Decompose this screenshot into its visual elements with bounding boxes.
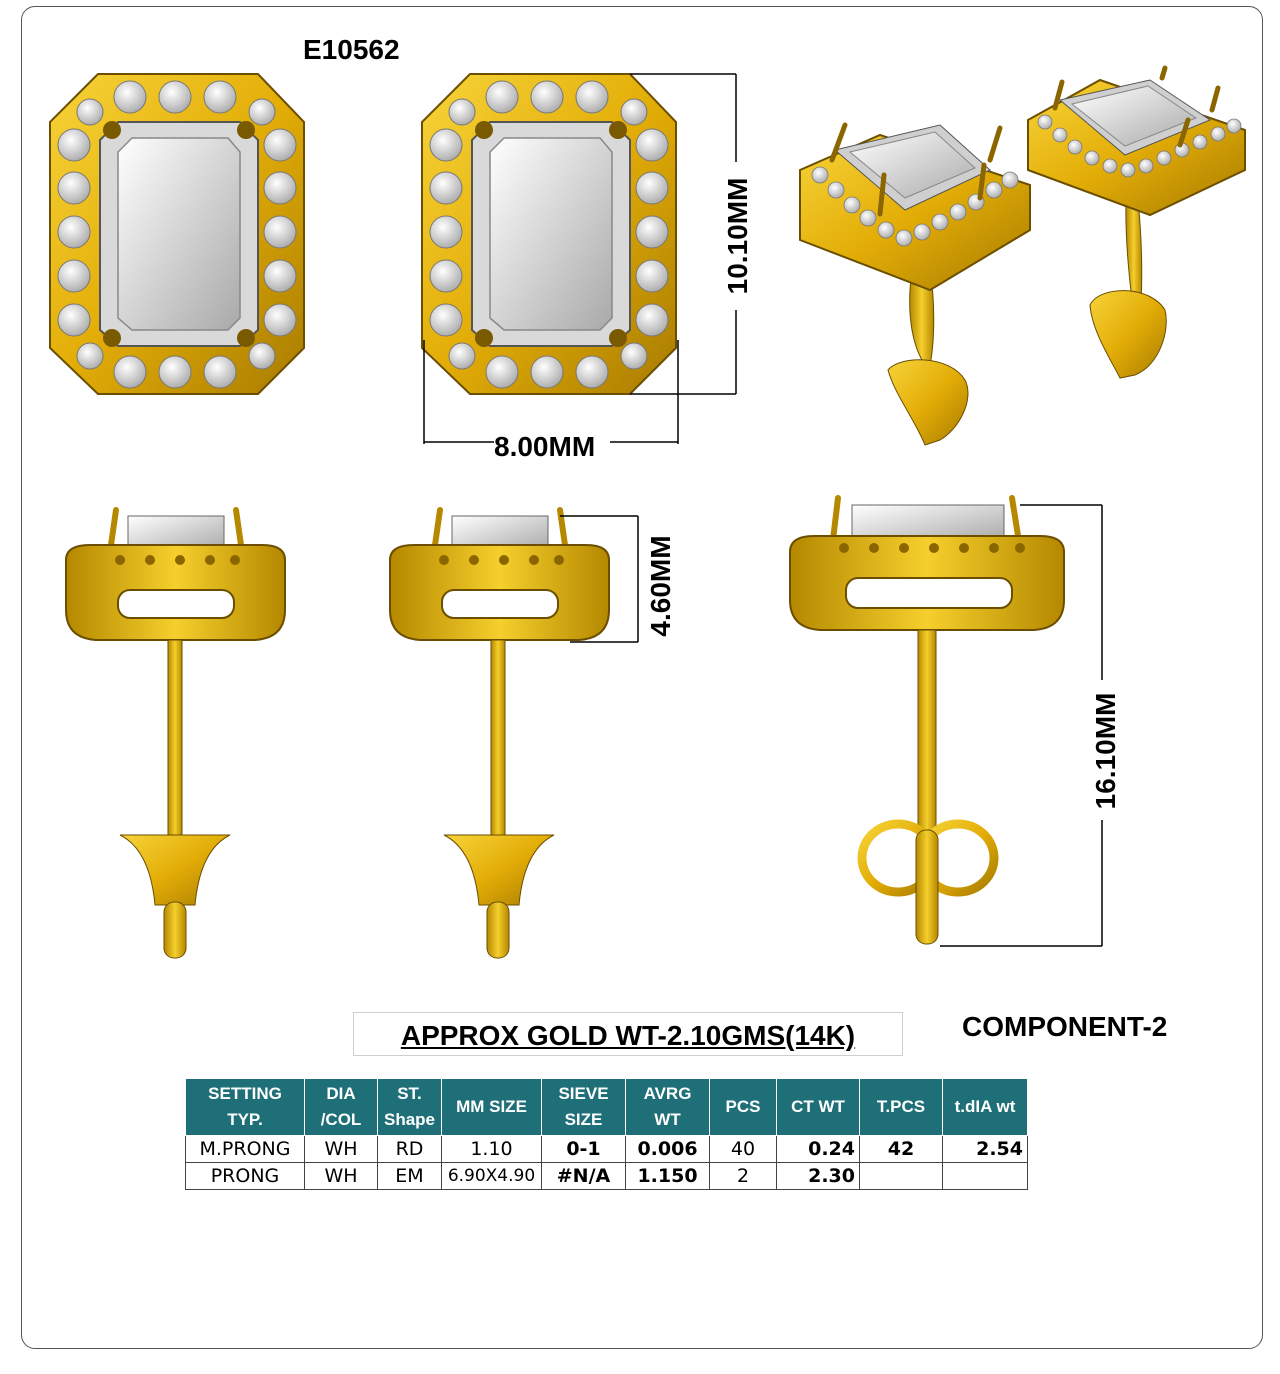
cell-stone-shape: RD [378, 1136, 442, 1163]
table-row [186, 1136, 1028, 1163]
cell-total-dia-wt: 2.54 [943, 1136, 1028, 1163]
cell-pcs: 2 [710, 1163, 777, 1190]
cell-sieve-size: #N/A [542, 1163, 626, 1190]
cell-mm-size: 1.10 [442, 1136, 542, 1163]
table-header-row [186, 1079, 1028, 1136]
header-dia-col: DIA /COL [305, 1079, 378, 1136]
cell-setting-type: M.PRONG [186, 1136, 305, 1163]
header-ct-wt: CT WT [777, 1079, 860, 1136]
header-total-dia-wt: t.dIA wt [943, 1079, 1028, 1136]
component-label: COMPONENT-2 [962, 1011, 1168, 1042]
table-row [186, 1163, 1028, 1190]
cell-t-pcs: 42 [860, 1136, 943, 1163]
cell-ct-wt: 2.30 [777, 1163, 860, 1190]
header-t-pcs: T.PCS [860, 1079, 943, 1136]
header-sieve-size: SIEVE SIZE [542, 1079, 626, 1136]
design-code: E10562 [303, 34, 400, 65]
cell-ct-wt: 0.24 [777, 1136, 860, 1163]
header-mm-size: MM SIZE [442, 1079, 542, 1136]
side-view-1 [66, 510, 285, 958]
cell-stone-shape: EM [378, 1163, 442, 1190]
header-stone-shape: ST. Shape [378, 1079, 442, 1136]
cell-mm-size: 6.90X4.90 [442, 1163, 542, 1190]
cell-t-pcs [860, 1163, 943, 1190]
cell-pcs: 40 [710, 1136, 777, 1163]
gold-weight: APPROX GOLD WT-2.10GMS(14K) [353, 1012, 903, 1056]
dimension-length: 16.10MM [1090, 692, 1121, 810]
front-view-2 [422, 74, 736, 444]
dimension-height: 10.10MM [722, 177, 753, 295]
header-pcs: PCS [710, 1079, 777, 1136]
front-view-1 [50, 74, 304, 394]
cell-setting-type: PRONG [186, 1163, 305, 1190]
side-view-2 [390, 510, 638, 958]
header-setting-type: SETTING TYP. [186, 1079, 305, 1136]
side-view-3 [790, 498, 1102, 946]
cell-total-dia-wt [943, 1163, 1028, 1190]
cell-sieve-size: 0-1 [542, 1136, 626, 1163]
cell-dia-col: WH [305, 1163, 378, 1190]
header-avrg-wt: AVRG WT [626, 1079, 710, 1136]
dimension-depth: 4.60MM [645, 535, 676, 637]
dimension-width: 8.00MM [494, 431, 596, 462]
cell-avrg-wt: 0.006 [626, 1136, 710, 1163]
cell-avrg-wt: 1.150 [626, 1163, 710, 1190]
perspective-view-2 [1028, 68, 1245, 378]
stone-spec-table [185, 1078, 1028, 1190]
cell-dia-col: WH [305, 1136, 378, 1163]
perspective-view-1 [800, 125, 1030, 445]
